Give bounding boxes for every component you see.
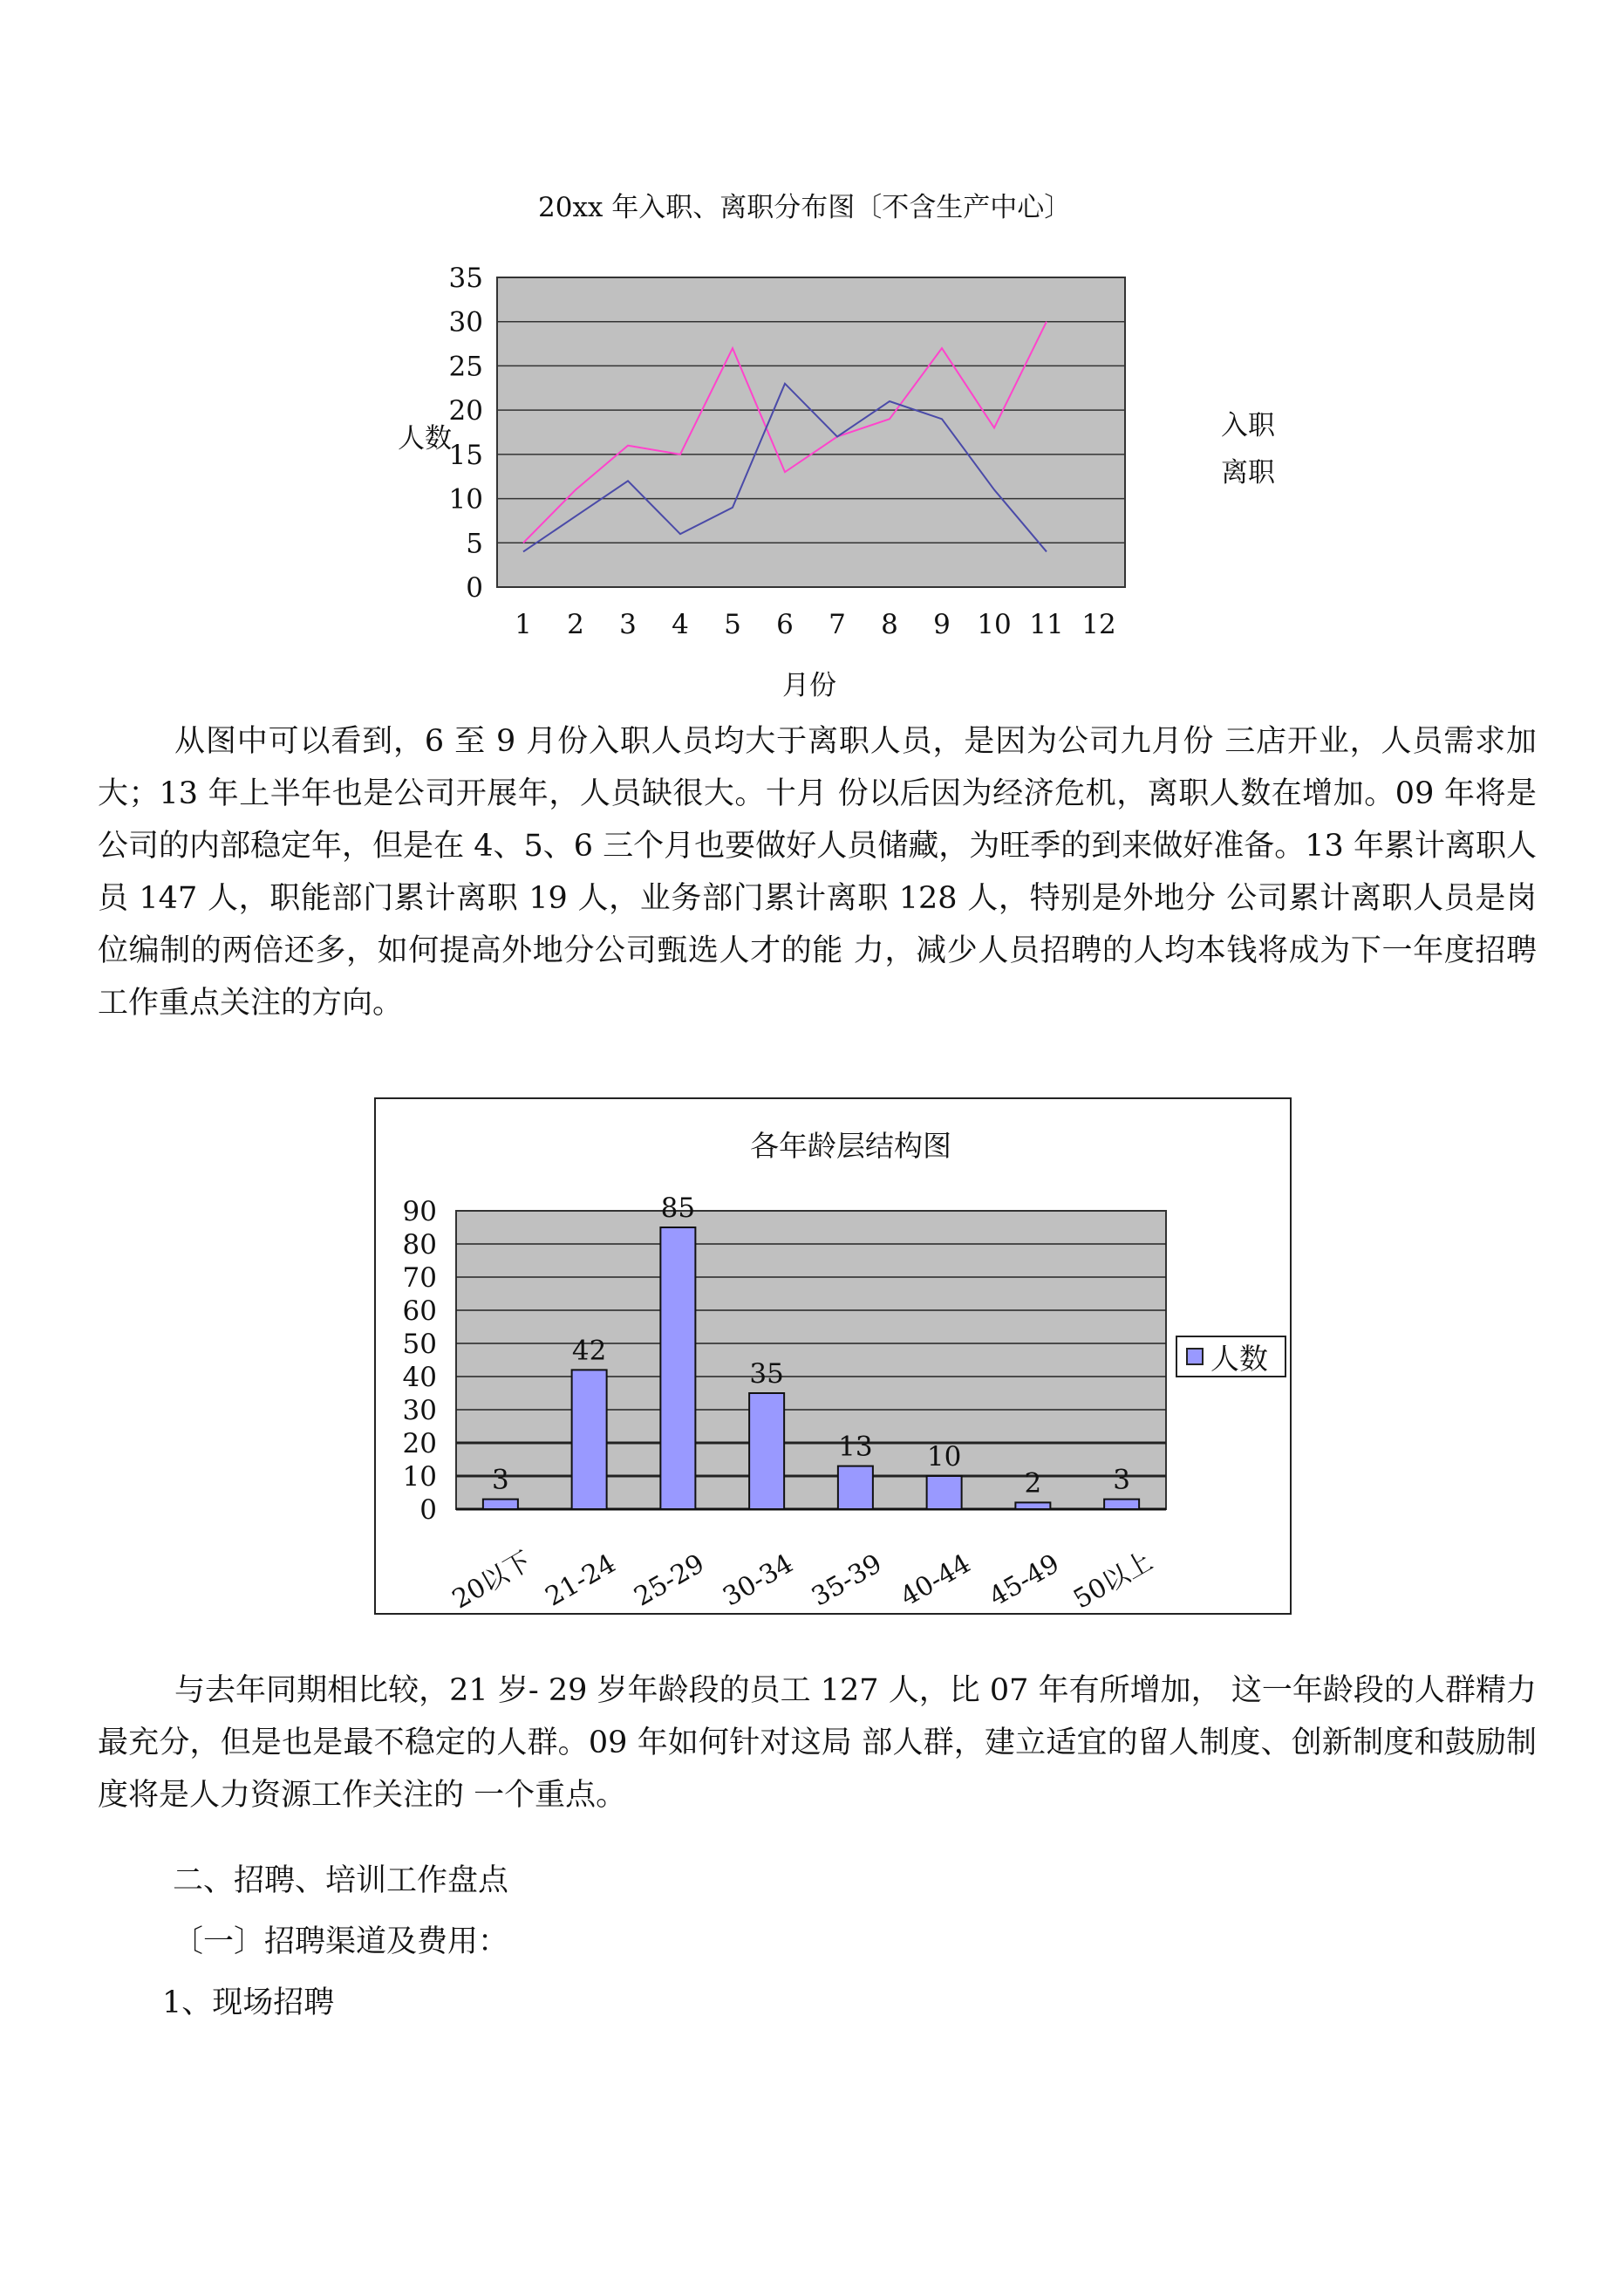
chart1-x-tick-label: 5 xyxy=(724,609,741,640)
chart2-legend-label: 人数 xyxy=(1210,1341,1268,1376)
line-chart xyxy=(384,262,1169,707)
chart1-x-tick-label: 12 xyxy=(1081,609,1116,640)
chart1-x-tick-label: 10 xyxy=(977,609,1012,640)
chart2-data-label: 13 xyxy=(838,1431,873,1463)
chart1-y-tick-label: 25 xyxy=(448,351,483,383)
chart1-y-ticks xyxy=(449,263,483,604)
chart2-legend xyxy=(1176,1336,1286,1377)
chart1-x-tick-label: 3 xyxy=(619,609,637,640)
chart1-x-tick-label: 11 xyxy=(1029,609,1064,640)
chart2-x-tick-label: 40-44 xyxy=(895,1548,977,1613)
chart2-x-ticks xyxy=(447,1546,1158,1615)
chart2-data-label: 42 xyxy=(571,1335,607,1367)
chart1-plot-background xyxy=(497,277,1125,587)
chart2-data-label: 3 xyxy=(1113,1464,1130,1496)
chart2-y-tick-label: 0 xyxy=(419,1494,437,1526)
section-heading: 二、招聘、培训工作盘点 xyxy=(173,1863,509,1898)
paragraph-turnover-analysis: 从图中可以看到，6 至 9 月份入职人员均大于离职人员，是因为公司九月份 三店开业，人员需求加大；13 年上半年也是公司开展年，人员缺很大。十月 份以后因为经济危机，离职人数在增加。09 年将是公司的内部稳定年，但是在 4、5、6 三个月也要做好人员储藏，为旺季的到来做好准备。13 年累计离职人 员 147 人，职能部门累计离职 19 人，业务部门累计离职 128 人，特别是外地分 公司累计离职人员是岗位编制的两倍还多，如何提高外地分公司甄选人才的能 力，减少人员招聘的人均本钱将成为下一年度招聘工作重点关注的方向。 xyxy=(98,724,1537,1021)
chart2-x-tick-label: 35-39 xyxy=(806,1548,888,1613)
chart2-data-label: 85 xyxy=(660,1192,696,1224)
chart2-y-tick-label: 50 xyxy=(402,1329,437,1360)
chart2-x-tick-label: 21-24 xyxy=(540,1548,622,1613)
chart1-legend-entry-2: 离职 xyxy=(1221,457,1275,489)
list-heading: 1、现场招聘 xyxy=(162,1985,335,2020)
chart1-x-tick-label: 1 xyxy=(515,609,532,640)
chart2-x-tick-label: 30-34 xyxy=(718,1548,799,1613)
chart2-y-tick-label: 80 xyxy=(402,1229,437,1261)
chart2-y-tick-label: 90 xyxy=(402,1196,437,1227)
chart2-x-tick-label: 45-49 xyxy=(984,1548,1065,1613)
chart2-bar xyxy=(749,1393,784,1509)
chart1-title: 20xx 年入职、离职分布图〔不含生产中心〕 xyxy=(538,192,1072,223)
chart2-x-tick-label: 25-29 xyxy=(629,1548,710,1613)
chart1-x-tick-label: 4 xyxy=(672,609,689,640)
chart2-bar xyxy=(660,1227,695,1509)
chart1-y-tick-label: 20 xyxy=(448,395,483,427)
chart1-y-axis-label: 人数 xyxy=(398,423,452,454)
chart1-y-tick-label: 0 xyxy=(466,572,483,604)
chart2-plot-background xyxy=(456,1211,1166,1509)
chart2-y-tick-label: 10 xyxy=(402,1461,437,1493)
chart1-x-tick-label: 2 xyxy=(567,609,584,640)
chart1-x-tick-label: 7 xyxy=(829,609,846,640)
chart1-x-tick-label: 9 xyxy=(933,609,951,640)
chart2-y-tick-label: 20 xyxy=(402,1428,437,1459)
chart1-plot-area xyxy=(497,277,1125,587)
chart1-x-tick-label: 8 xyxy=(881,609,898,640)
chart2-bar xyxy=(483,1500,518,1509)
chart2-y-tick-label: 40 xyxy=(402,1362,437,1393)
chart2-y-tick-label: 30 xyxy=(402,1395,437,1426)
chart2-y-tick-label: 60 xyxy=(402,1295,437,1327)
chart2-y-tick-label: 70 xyxy=(402,1262,437,1294)
chart2-legend-swatch xyxy=(1186,1348,1204,1365)
chart2-bar xyxy=(927,1476,962,1509)
bar-chart xyxy=(374,1097,1292,1615)
chart1-x-tick-label: 6 xyxy=(776,609,794,640)
chart1-y-tick-label: 10 xyxy=(448,483,483,516)
chart2-x-tick-label: 20以下 xyxy=(447,1546,537,1615)
chart2-bar xyxy=(838,1466,873,1509)
chart2-bar xyxy=(1104,1500,1139,1509)
chart1-y-tick-label: 5 xyxy=(466,528,483,560)
chart2-data-label: 10 xyxy=(926,1441,962,1473)
chart1-x-axis-label: 月份 xyxy=(782,670,836,701)
chart2-data-label: 35 xyxy=(749,1358,784,1390)
chart2-plot-area xyxy=(456,1211,1166,1509)
chart2-title: 各年龄层结构图 xyxy=(750,1129,951,1163)
chart2-bar xyxy=(572,1370,607,1509)
chart1-x-ticks xyxy=(515,609,1116,640)
paragraph-age-analysis: 与去年同期相比较，21 岁- 29 岁年龄段的员工 127 人，比 07 年有所增加， 这一年龄段的人群精力最充分，但是也是最不稳定的人群。09 年如何针对这局 部人群，建立适宜的留人制度、创新制度和鼓励制度将是人力资源工作关注的 一个重点。 xyxy=(98,1673,1537,1813)
chart2-bar xyxy=(1015,1502,1050,1509)
chart1-y-tick-label: 15 xyxy=(448,439,483,471)
subsection-heading: 〔一〕招聘渠道及费用： xyxy=(173,1924,509,1959)
chart1-legend-entry-1: 入职 xyxy=(1221,410,1275,441)
chart2-y-ticks xyxy=(403,1196,437,1526)
chart2-data-label: 2 xyxy=(1024,1467,1042,1500)
chart1-y-tick-label: 35 xyxy=(448,263,483,294)
chart2-data-label: 3 xyxy=(492,1464,509,1496)
chart2-x-tick-label: 50以上 xyxy=(1068,1546,1158,1615)
chart1-y-tick-label: 30 xyxy=(448,306,483,338)
